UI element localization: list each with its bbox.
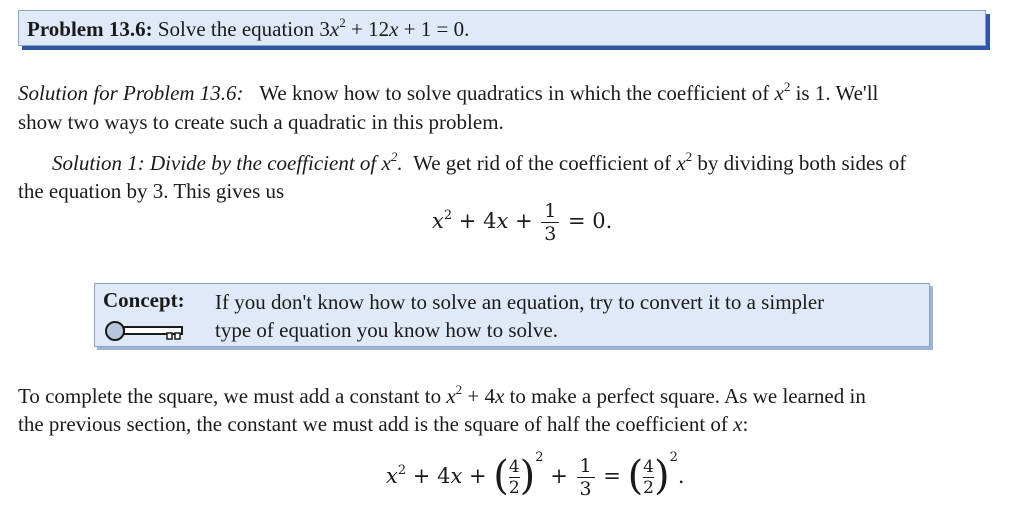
complete-square-line1: [18, 381, 866, 411]
problem-text-pre: Solve the equation 3: [157, 17, 330, 41]
eq2-plus2: +: [543, 464, 575, 488]
cs-text-pre: To complete the square, we must add a constant to: [18, 384, 447, 408]
cs-line2-post: :: [742, 412, 749, 436]
cs-line2-var: x: [733, 412, 743, 436]
eq2-paren-open-2: (: [627, 452, 644, 499]
eq1-mid: + 4: [452, 209, 497, 233]
concept-label: Concept:: [103, 288, 185, 312]
intro-text-pre: We know how to solve quadratics in which the coefficient of: [259, 81, 775, 105]
problem-box: [18, 10, 986, 46]
concept-box: [94, 283, 930, 347]
solution1-text-post: by dividing both sides of: [692, 151, 907, 175]
equation-2: [386, 450, 685, 500]
eq2-var: x: [386, 464, 398, 488]
eq2-paren-frac-2: [643, 457, 654, 498]
problem-var: x: [329, 17, 340, 41]
problem-var2: x: [389, 17, 399, 41]
solution1-exp: 2: [685, 149, 693, 164]
concept-line2: type of equation you know how to solve.: [215, 318, 558, 342]
solution1-heading-exp: 2: [390, 149, 398, 164]
eq2-p2-num: 4: [643, 457, 654, 477]
eq1-tail: = 0.: [561, 209, 613, 233]
eq1-var2: x: [496, 209, 509, 233]
intro-text-post: is 1. We'll: [790, 81, 879, 105]
eq2-plus: +: [462, 464, 494, 488]
cs-line2-pre: the previous section, the constant we must add is the square of half the coefficient of: [18, 412, 734, 436]
eq2-p1-exp: 2: [535, 450, 544, 465]
eq2-exp: 2: [397, 463, 407, 478]
solution1-var: x: [676, 151, 686, 175]
eq2-paren-frac-1: [509, 457, 520, 498]
solution-intro-line2: show two ways to create such a quadratic in this problem.: [18, 110, 504, 134]
eq1-plus: +: [508, 209, 540, 233]
concept-text: [215, 288, 824, 344]
eq2-p1-den: 2: [508, 478, 520, 498]
eq2-fraction: [577, 455, 595, 500]
eq2-p1-num: 4: [508, 457, 520, 477]
problem-text-mid: + 12: [345, 17, 390, 41]
eq2-tail: .: [677, 464, 685, 488]
solution1-heading: [52, 151, 403, 175]
intro-exp: 2: [783, 79, 791, 94]
cs-text-post: to make a perfect square. As we learned in: [504, 384, 866, 408]
eq2-p2-den: 2: [643, 478, 654, 498]
eq2-var2: x: [450, 464, 463, 488]
solution1-heading-post: .: [397, 151, 403, 175]
eq2-equals: =: [596, 464, 628, 488]
solution1-heading-pre: Solution 1: Divide by the coefficient of: [52, 151, 382, 175]
intro-var: x: [774, 81, 784, 105]
equation-1: [432, 200, 612, 245]
complete-square-line2: [18, 409, 748, 439]
eq1-frac-den: 3: [544, 223, 557, 245]
solution1-text-pre: We get rid of the coefficient of: [413, 151, 677, 175]
eq1-fraction: [541, 200, 559, 245]
solution-heading: Solution for Problem 13.6:: [18, 81, 244, 105]
eq1-frac-num: 1: [544, 200, 557, 222]
cs-var: x: [446, 384, 456, 408]
concept-line1: If you don't know how to solve an equation, try to convert it to a simpler: [215, 290, 825, 314]
cs-exp: 2: [455, 382, 463, 397]
cs-mid: + 4: [462, 384, 495, 408]
eq1-var: x: [432, 209, 444, 233]
key-icon: [103, 320, 195, 342]
eq1-exp: 2: [443, 208, 453, 223]
eq2-mid: + 4: [406, 464, 451, 488]
eq2-paren-close-1: ): [519, 452, 536, 499]
problem-statement: [27, 17, 469, 42]
eq2-paren-open-1: (: [493, 452, 509, 499]
eq2-frac-num: 1: [579, 455, 592, 477]
eq2-p2-exp: 2: [669, 450, 678, 465]
solution1-line1: [52, 148, 906, 178]
solution1-heading-var: x: [381, 151, 391, 175]
problem-label: Problem 13.6:: [27, 17, 153, 41]
eq2-frac-den: 3: [579, 478, 592, 500]
cs-var2: x: [495, 384, 505, 408]
solution1-line2: the equation by 3. This gives us: [18, 179, 285, 203]
problem-exp: 2: [339, 15, 346, 30]
eq2-paren-close-2: ): [654, 452, 670, 499]
solution-intro-line1: [18, 78, 878, 108]
problem-text-post: + 1 = 0.: [398, 17, 470, 41]
